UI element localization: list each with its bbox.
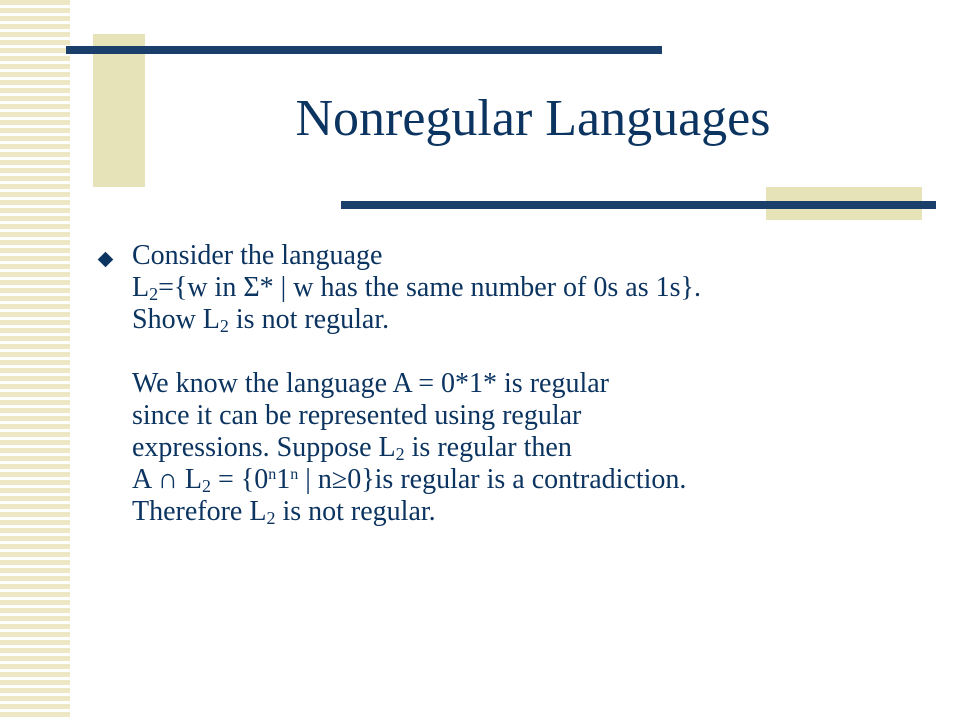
title-rule-top bbox=[66, 46, 662, 54]
title-rule-bottom bbox=[341, 201, 936, 209]
text-line: $L_2=\{w$ in Σ* | w has the same number of 0s as 1s}. bbox=[132, 272, 701, 304]
text-line: Therefore $L_2$ is not regular. bbox=[132, 496, 436, 528]
text-line: expressions. Suppose $L_2$ is regular then bbox=[132, 432, 572, 464]
text-line: since it can be represented using regular bbox=[132, 400, 582, 431]
blank-line bbox=[132, 336, 920, 368]
slide-body bbox=[100, 240, 920, 528]
slide-title: Nonregular Languages bbox=[295, 90, 771, 147]
text-line: Show $L_2$ is not regular. bbox=[132, 304, 390, 336]
text-line: Consider the language bbox=[132, 240, 383, 271]
diamond-bullet-icon bbox=[98, 252, 114, 268]
text-line: We know the language A = 0*1* is regular bbox=[132, 368, 609, 399]
bullet-text bbox=[132, 240, 920, 528]
text-line: A ∩ $L_2 = \{0^n1^n$ | n≥0}is regular is a contradiction. bbox=[132, 464, 687, 496]
